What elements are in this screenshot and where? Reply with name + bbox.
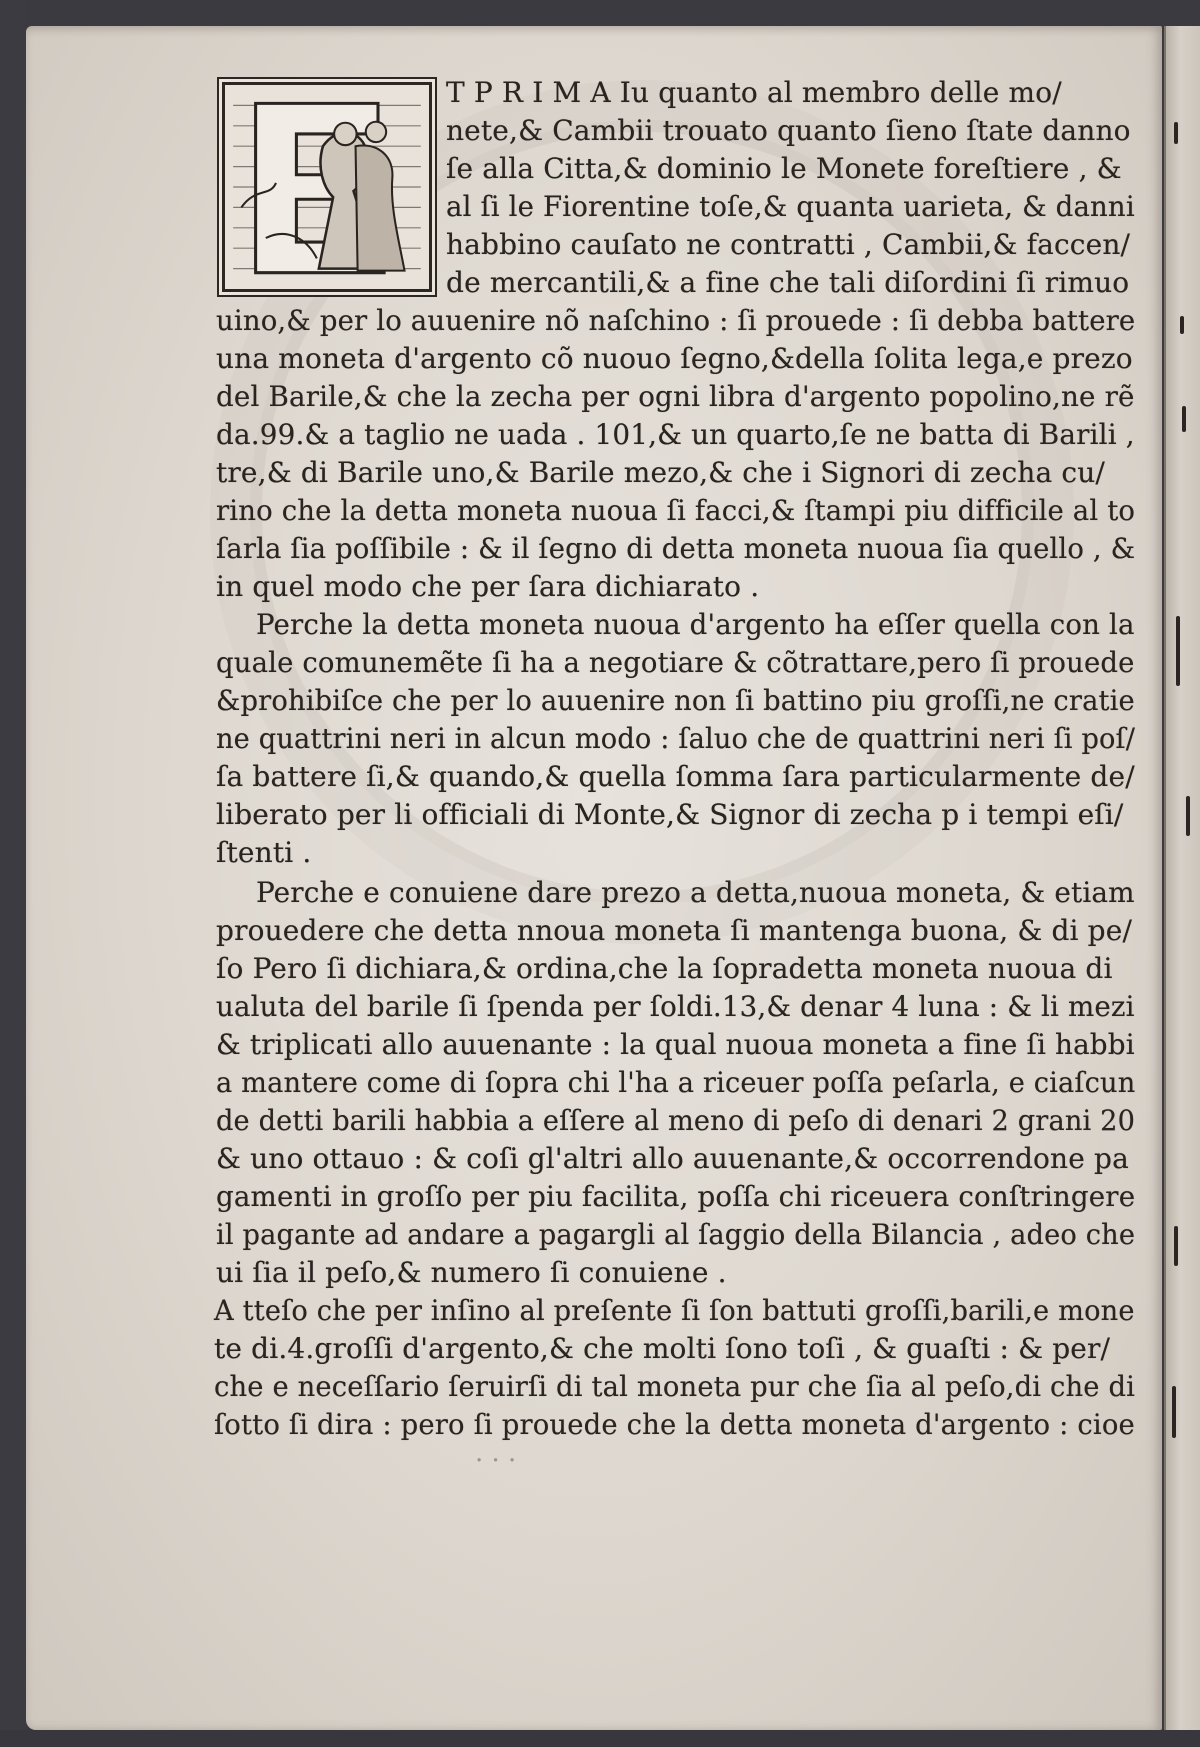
text-line-2: nete,& Cambii trouato quanto ſieno ſtate danno (446, 114, 1131, 147)
catchword-bleed: · · · (475, 1446, 517, 1476)
woodcut-initial-e-image (225, 85, 429, 289)
text-line-10: da.99.& a taglio ne uada . 101,& un quarto,ſe ne batta di Barili , (216, 418, 1135, 451)
text-line-34: te di.4.groſſi d'argento,& che molti ſono toſi , & guaſti : & per/ (214, 1332, 1111, 1365)
text-line-23: prouedere che detta nnoua moneta ſi mantenga buona, & di pe/ (216, 914, 1133, 947)
text-line-14: in quel modo che per ſara dichiarato . (216, 570, 760, 603)
text-line-5: habbino cauſato ne contratti , Cambii,& faccen/ (446, 228, 1131, 261)
text-line-12: rino che la detta moneta nuoua ſi facci,& ſtampi piu difficile al to (216, 494, 1136, 527)
scanner-backdrop-left (0, 0, 26, 1747)
text-line-3: ſe alla Citta,& dominio le Monete foreſtiere , & (446, 152, 1122, 185)
text-line-8: una moneta d'argento cõ nuouo ſegno,&della ſolita lega,e prezo (216, 342, 1133, 375)
text-line-26: & triplicati allo auuenante : la qual nuoua moneta a fine ſi habbi (216, 1028, 1135, 1061)
text-line-15: Perche la detta moneta nuoua d'argento ha eſſer quella con la (256, 608, 1135, 641)
text-line-19: ſa battere ſi,& quando,& quella ſomma ſara particularmente de/ (216, 760, 1135, 793)
text-line-9: del Barile,& che la zecha per ogni libra d'argento popolino,ne rẽ (216, 380, 1135, 413)
text-line-6: de mercantili,& a fine che tali diſordini ſi rimuo (446, 266, 1130, 299)
text-line-1: T P R I M A Iu quanto al membro delle mo/ (446, 76, 1062, 109)
text-line-13: ſarla ſia poſſibile : & il ſegno di detta moneta nuoua ſia quello , & (216, 532, 1136, 565)
text-line-20: liberato per li officiali di Monte,& Signor di zecha p i tempi eſi/ (216, 798, 1124, 831)
text-line-30: gamenti in groſſo per piu facilita, poſſa chi riceuera conſtringere (216, 1180, 1136, 1213)
text-line-33: A tteſo che per inſino al preſente ſi ſon battuti groſſi,barili,e mone (214, 1294, 1135, 1327)
text-line-21: ſtenti . (216, 836, 312, 869)
text-line-31: il pagante ad andare a pagargli al ſaggio della Bilancia , adeo che (216, 1218, 1136, 1251)
text-line-7: uino,& per lo auuenire nõ naſchino : ſi prouede : ſi debba battere (216, 304, 1136, 337)
scanner-backdrop-top (0, 0, 1200, 26)
text-line-4: al ſi le Fiorentine toſe,& quanta uarieta, & danni (446, 190, 1135, 223)
text-line-36: ſotto ſi dira : pero ſi prouede che la detta moneta d'argento : cioe (214, 1408, 1135, 1441)
text-line-29: & uno ottauo : & coſi gl'altri allo auuenante,& occorrendone pa (216, 1142, 1129, 1175)
text-line-18: ne quattrini neri in alcun modo : ſaluo che de quattrini neri ſi poſ/ (216, 722, 1136, 755)
text-line-32: ui ſia il peſo,& numero ſi conuiene . (216, 1256, 727, 1289)
text-line-25: ualuta del barile ſi ſpenda per ſoldi.13,& denar 4 luna : & li mezi (216, 990, 1135, 1023)
text-line-22: Perche e conuiene dare prezo a detta,nuoua moneta, & etiam (256, 876, 1135, 909)
text-line-16: quale comunemẽte ſi ha a negotiare & cõtrattare,pero ſi prouede (216, 646, 1135, 679)
adjacent-leaf-edge (1164, 26, 1200, 1730)
text-line-17: &prohibiſce che per lo auuenire non ſi battino piu groſſi,ne cratie (216, 684, 1135, 717)
text-line-11: tre,& di Barile uno,& Barile mezo,& che i Signori di zecha cu/ (216, 456, 1105, 489)
woodcut-initial-e (222, 82, 432, 292)
text-line-27: a mantere come di ſopra chi l'ha a riceuer poſſa peſarla, e ciaſcun (216, 1066, 1136, 1099)
text-line-35: che e neceſſario ſeruirſi di tal moneta pur che ſia al peſo,di che di (214, 1370, 1136, 1403)
text-line-28: de detti barili habbia a eſſere al meno di peſo di denari 2 grani 20 (216, 1104, 1136, 1137)
scanner-backdrop-bottom (0, 1730, 1200, 1747)
text-line-24: ſo Pero ſi dichiara,& ordina,che la ſopradetta moneta nuoua di (216, 952, 1113, 985)
